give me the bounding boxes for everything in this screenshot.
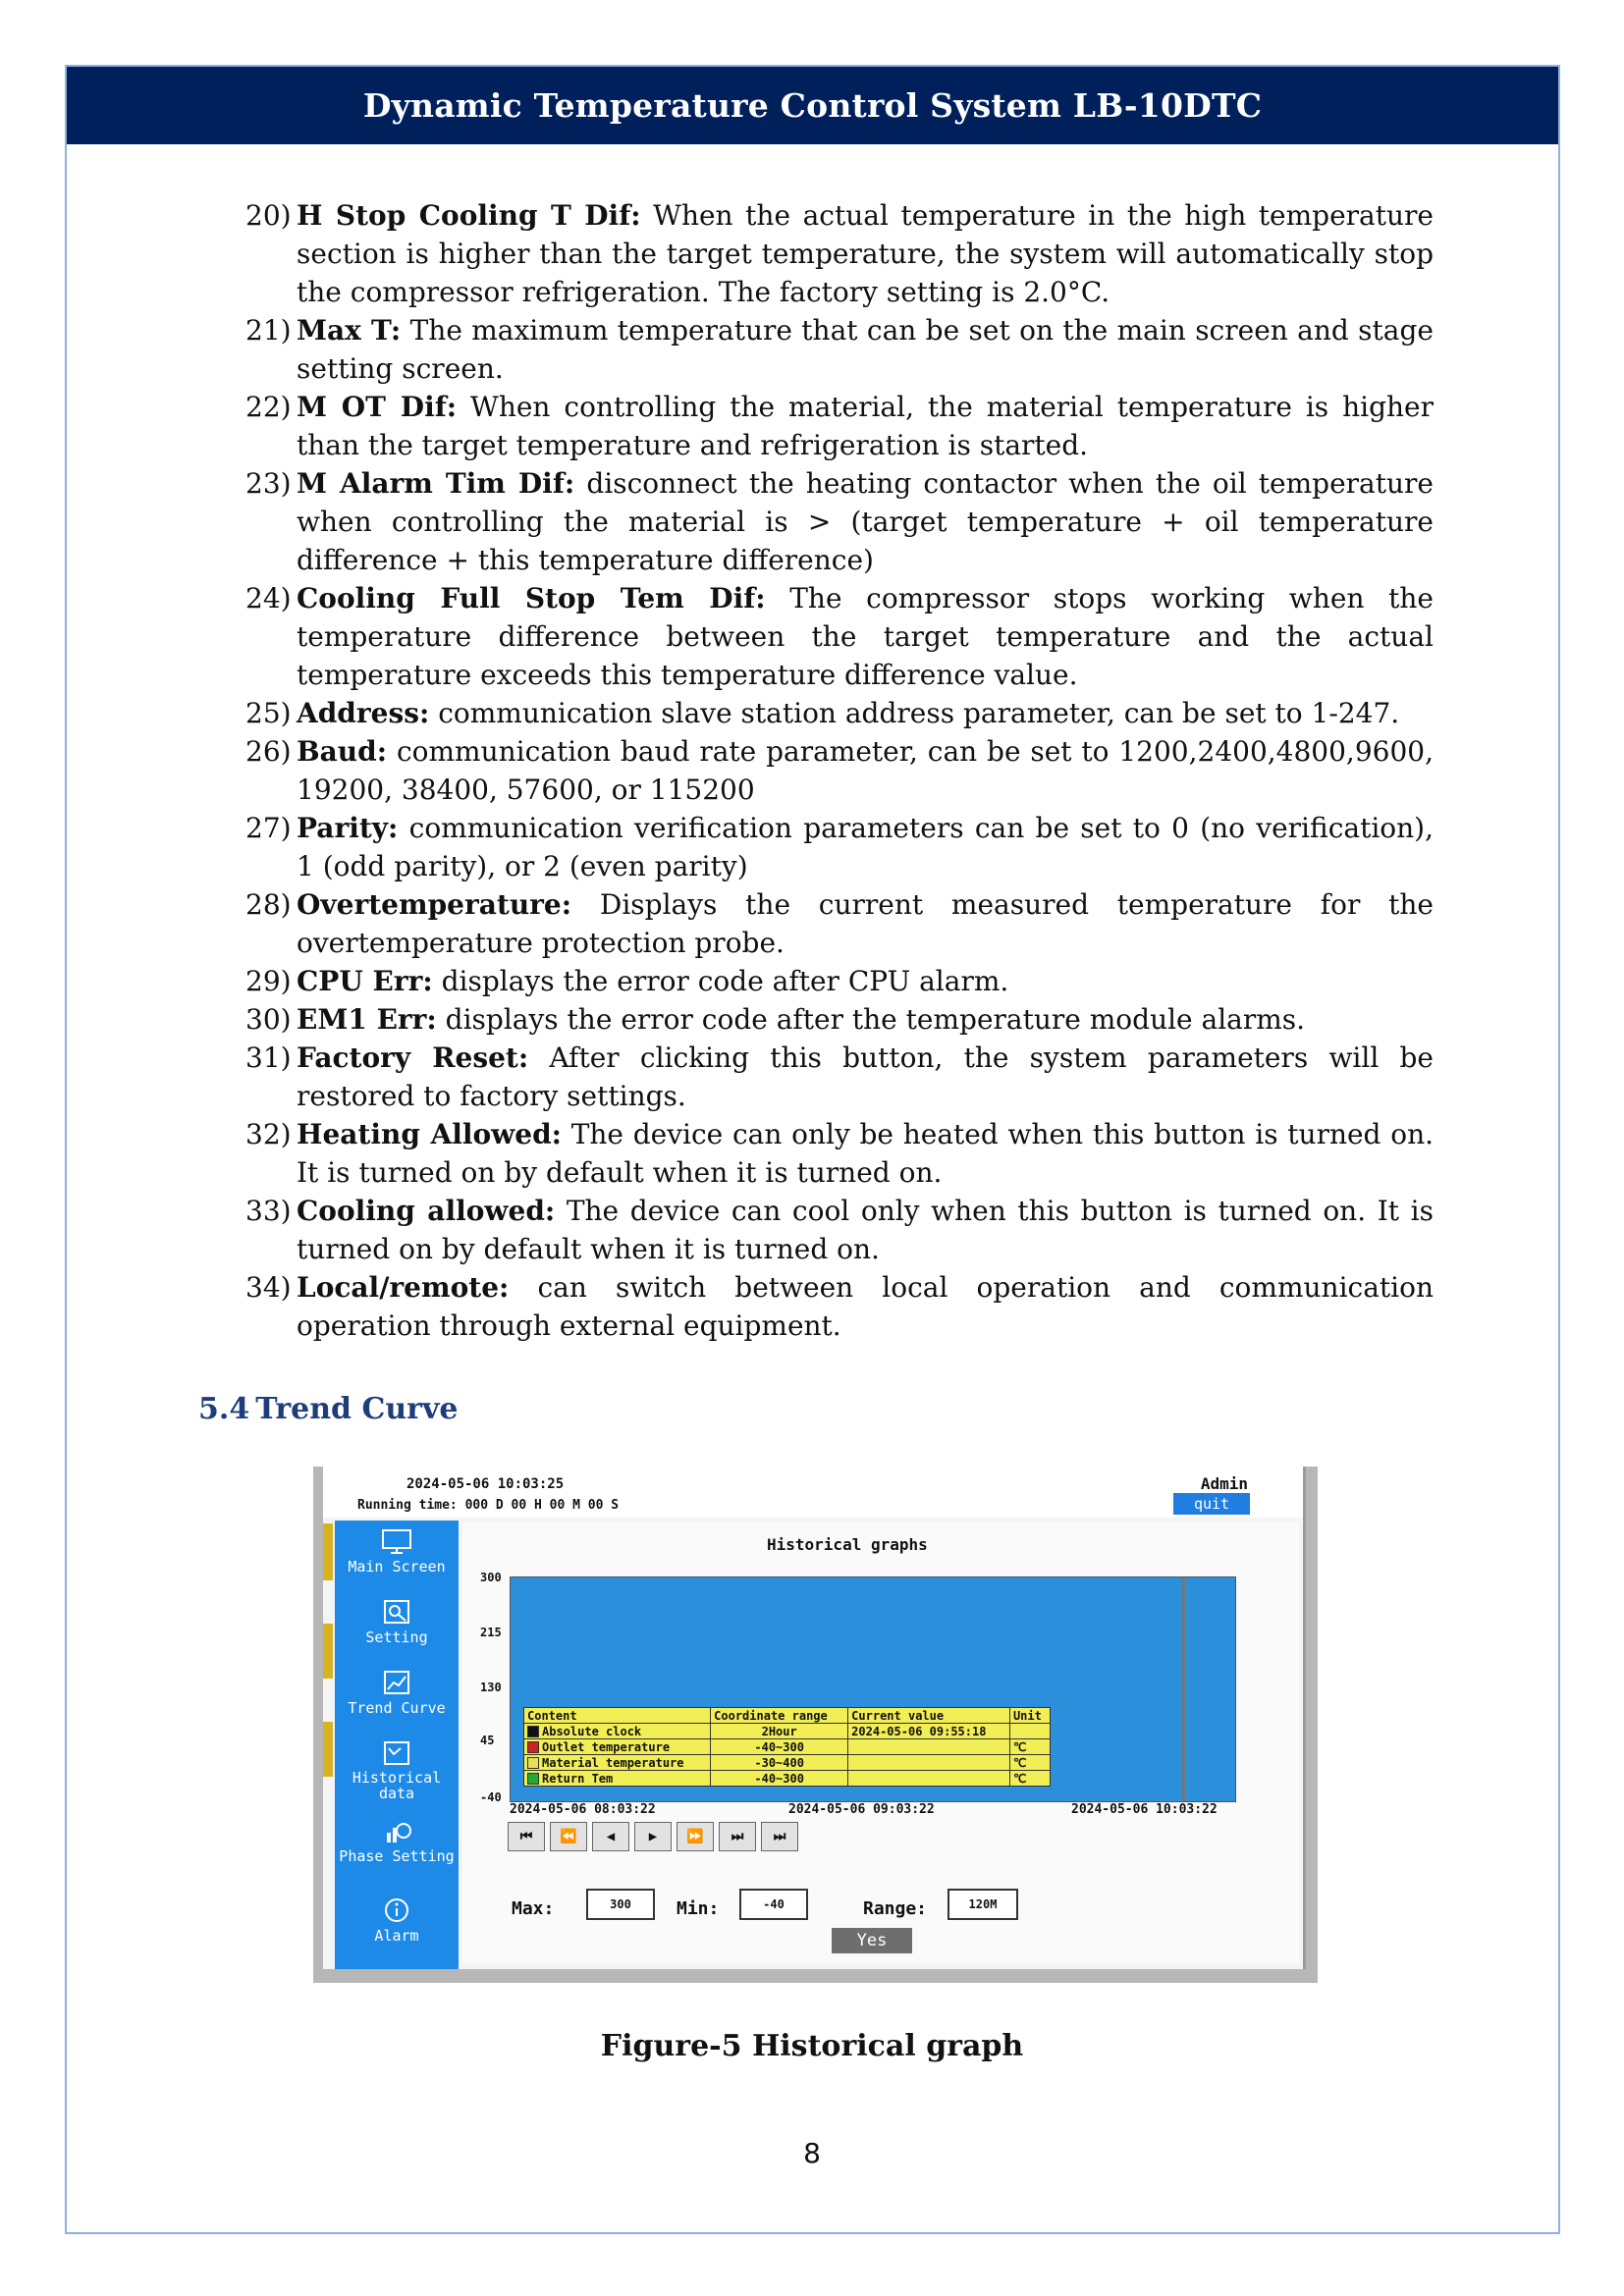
yellow-tab xyxy=(323,1624,333,1679)
sidebar-item-label: Alarm xyxy=(374,1927,419,1945)
item-term: M Alarm Tim Dif: xyxy=(297,467,575,500)
legend-content: Return Tem xyxy=(542,1771,614,1786)
sidebar-item-trend-curve[interactable] xyxy=(335,1670,459,1717)
sidebar-item-label: Setting xyxy=(365,1629,428,1646)
legend-unit: ℃ xyxy=(1009,1771,1050,1787)
section-number: 5.4 xyxy=(198,1392,250,1426)
list-item xyxy=(245,1268,1434,1345)
legend-header: Content xyxy=(524,1708,711,1724)
item-number: 28) xyxy=(245,888,292,921)
list-item xyxy=(245,885,1434,962)
item-number: 26) xyxy=(245,735,292,768)
item-text: displays the error code after the temperature module alarms. xyxy=(436,1003,1306,1036)
range-label: Range: xyxy=(863,1898,928,1919)
list-item xyxy=(245,464,1434,579)
table-row xyxy=(524,1739,1051,1755)
max-input[interactable]: 300 xyxy=(586,1889,655,1920)
item-text: When the actual temperature in the high temperature section is higher than the target temperature, the system will automatically stop the compressor refrigeration. The factory setting is 2.0°C. xyxy=(297,199,1434,308)
sidebar-item-label: Trend Curve xyxy=(348,1699,446,1717)
legend-range: -30~400 xyxy=(711,1755,848,1771)
series-swatch[interactable] xyxy=(527,1726,539,1737)
hmi-screen xyxy=(323,1467,1306,1969)
item-text: can switch between local operation and communication operation through external equipment. xyxy=(297,1271,1434,1342)
item-number: 31) xyxy=(245,1041,292,1074)
yellow-tab xyxy=(323,1523,333,1580)
series-swatch[interactable] xyxy=(527,1741,539,1753)
yes-button[interactable]: Yes xyxy=(832,1928,912,1953)
sidebar-item-setting[interactable] xyxy=(335,1599,459,1646)
list-item xyxy=(245,1039,1434,1115)
x-axis-label: 2024-05-06 08:03:22 xyxy=(510,1802,656,1817)
legend-range: -40~300 xyxy=(711,1771,848,1787)
min-input[interactable]: -40 xyxy=(739,1889,808,1920)
item-text: displays the error code after CPU alarm. xyxy=(432,965,1009,997)
legend-header: Current value xyxy=(848,1708,1010,1724)
phase-icon xyxy=(379,1819,414,1846)
list-item xyxy=(245,1192,1434,1268)
legend-range: -40~300 xyxy=(711,1739,848,1755)
forward-button[interactable]: ▶ xyxy=(634,1822,672,1851)
fast-forward-button[interactable]: ⏩ xyxy=(677,1822,714,1851)
sidebar-item-label: Phase Setting xyxy=(339,1847,455,1865)
x-axis-label: 2024-05-06 10:03:22 xyxy=(1071,1802,1218,1817)
item-text: The maximum temperature that can be set on the main screen and stage setting screen. xyxy=(297,314,1434,385)
item-number: 27) xyxy=(245,812,292,844)
legend-content: Material temperature xyxy=(542,1755,684,1770)
quit-button[interactable]: quit xyxy=(1173,1493,1250,1515)
list-item xyxy=(245,311,1434,388)
max-label: Max: xyxy=(512,1898,555,1919)
section-title: Trend Curve xyxy=(255,1392,459,1426)
page-number: 8 xyxy=(803,2137,821,2169)
table-row xyxy=(524,1771,1051,1787)
item-number: 22) xyxy=(245,391,292,423)
list-item xyxy=(245,196,1434,311)
legend-table xyxy=(523,1707,1051,1787)
sidebar-item-main-screen[interactable] xyxy=(335,1528,459,1575)
sidebar-item-historical-data[interactable] xyxy=(335,1740,459,1801)
table-row xyxy=(524,1755,1051,1771)
first-button[interactable]: ⏮ xyxy=(508,1822,545,1851)
list-item xyxy=(245,694,1434,732)
last-button[interactable]: ⏭ xyxy=(719,1822,756,1851)
sidebar-item-alarm[interactable] xyxy=(335,1897,459,1945)
item-text: communication verification parameters can be set to 0 (no verification), 1 (odd parity), or 2 (even parity) xyxy=(297,812,1434,882)
fast-back-button[interactable]: ⏪ xyxy=(550,1822,587,1851)
item-text: The device can only be heated when this button is turned on. It is turned on by default when it is turned on. xyxy=(297,1118,1434,1189)
legend-content: Absolute clock xyxy=(542,1724,642,1738)
section-heading xyxy=(198,1392,458,1426)
item-term: Heating Allowed: xyxy=(297,1118,562,1150)
item-term: Parity: xyxy=(297,812,399,844)
item-number: 25) xyxy=(245,697,292,729)
graph-panel xyxy=(462,1522,1299,1963)
table-row xyxy=(524,1724,1051,1739)
legend-range: 2Hour xyxy=(711,1724,848,1739)
legend-value xyxy=(848,1739,1010,1755)
y-tick-label: 45 xyxy=(480,1734,495,1747)
item-term: Factory Reset: xyxy=(297,1041,529,1074)
y-tick-label: 215 xyxy=(480,1626,502,1639)
item-term: Overtemperature: xyxy=(297,888,572,921)
series-swatch[interactable] xyxy=(527,1773,539,1785)
x-axis-label: 2024-05-06 09:03:22 xyxy=(788,1802,935,1817)
list-item xyxy=(245,579,1434,694)
item-term: Address: xyxy=(297,697,430,729)
item-term: Max T: xyxy=(297,314,402,347)
item-text: When controlling the material, the material temperature is higher than the target temperature and refrigeration is started. xyxy=(297,391,1435,461)
sidebar-item-label: Main Screen xyxy=(348,1558,446,1575)
figure-caption: Figure-5 Historical graph xyxy=(600,2029,1024,2063)
item-term: Cooling allowed: xyxy=(297,1195,556,1227)
graph-title: Historical graphs xyxy=(767,1535,928,1554)
parameter-list xyxy=(245,196,1434,1345)
running-time: Running time: 000 D 00 H 00 M 00 S xyxy=(357,1498,620,1513)
min-label: Min: xyxy=(677,1898,720,1919)
playback-controls xyxy=(508,1822,803,1851)
legend-header: Coordinate range xyxy=(711,1708,848,1724)
item-number: 30) xyxy=(245,1003,292,1036)
wrench-icon xyxy=(379,1599,414,1627)
item-term: Local/remote: xyxy=(297,1271,510,1304)
legend-unit: ℃ xyxy=(1009,1739,1050,1755)
yellow-tab xyxy=(323,1722,333,1777)
item-number: 23) xyxy=(245,467,292,500)
list-item xyxy=(245,1115,1434,1192)
user-label: Admin xyxy=(1200,1474,1248,1493)
item-text: disconnect the heating contactor when the oil temperature when controlling the material is > (target temperature + oil temperature difference + this temperature difference) xyxy=(297,467,1434,576)
list-item xyxy=(245,388,1434,464)
item-term: M OT Dif: xyxy=(297,391,458,423)
y-tick-label: 300 xyxy=(480,1571,502,1584)
end-button[interactable]: ⏭ xyxy=(761,1822,798,1851)
list-item xyxy=(245,962,1434,1000)
item-number: 29) xyxy=(245,965,292,997)
document-header: Dynamic Temperature Control System LB-10DTC xyxy=(67,67,1558,144)
status-bar xyxy=(323,1467,1303,1518)
item-text: The compressor stops working when the temperature difference between the target temperature and the actual temperature exceeds this temperature difference value. xyxy=(297,582,1434,691)
item-number: 33) xyxy=(245,1195,292,1227)
legend-content: Outlet temperature xyxy=(542,1739,671,1754)
list-item xyxy=(245,732,1434,809)
current-datetime: 2024-05-06 10:03:25 xyxy=(406,1476,565,1492)
sidebar-item-phase-setting[interactable] xyxy=(335,1819,459,1864)
legend-value xyxy=(848,1771,1010,1787)
legend-header: Unit xyxy=(1009,1708,1050,1724)
sidebar xyxy=(335,1521,459,1969)
legend-unit: ℃ xyxy=(1009,1755,1050,1771)
monitor-icon xyxy=(379,1528,414,1556)
y-tick-label: -40 xyxy=(480,1790,502,1804)
item-term: Cooling Full Stop Tem Dif: xyxy=(297,582,766,614)
list-item xyxy=(245,809,1434,885)
item-term: Baud: xyxy=(297,735,388,768)
item-number: 24) xyxy=(245,582,292,614)
y-tick-label: 130 xyxy=(480,1681,502,1694)
list-item xyxy=(245,1000,1434,1039)
legend-value xyxy=(848,1755,1010,1771)
item-text: communication slave station address parameter, can be set to 1-247. xyxy=(429,697,1400,729)
history-icon xyxy=(379,1740,414,1768)
item-text: communication baud rate parameter, can be set to 1200,2400,4800,9600, 19200, 38400, 57600, or 115200 xyxy=(297,735,1434,806)
item-number: 21) xyxy=(245,314,292,347)
series-swatch[interactable] xyxy=(527,1757,539,1769)
range-input[interactable]: 120M xyxy=(947,1889,1018,1920)
item-text: Displays the current measured temperature for the overtemperature protection probe. xyxy=(297,888,1434,959)
item-text: After clicking this button, the system parameters will be restored to factory settings. xyxy=(297,1041,1434,1112)
item-term: CPU Err: xyxy=(297,965,433,997)
item-number: 32) xyxy=(245,1118,292,1150)
item-number: 34) xyxy=(245,1271,292,1304)
sidebar-item-label: Historical data xyxy=(352,1769,442,1802)
item-term: EM1 Err: xyxy=(297,1003,437,1036)
info-icon xyxy=(379,1897,414,1925)
item-text: The device can cool only when this button is turned on. It is turned on by default when it is turned on. xyxy=(297,1195,1434,1265)
historical-graph-screenshot xyxy=(313,1467,1318,1983)
item-term: H Stop Cooling T Dif: xyxy=(297,199,641,232)
legend-unit xyxy=(1009,1724,1050,1739)
back-button[interactable]: ◀ xyxy=(592,1822,629,1851)
legend-value: 2024-05-06 09:55:18 xyxy=(848,1724,1010,1739)
trend-icon xyxy=(379,1670,414,1697)
item-number: 20) xyxy=(245,199,292,232)
cursor-line[interactable] xyxy=(1182,1577,1185,1801)
